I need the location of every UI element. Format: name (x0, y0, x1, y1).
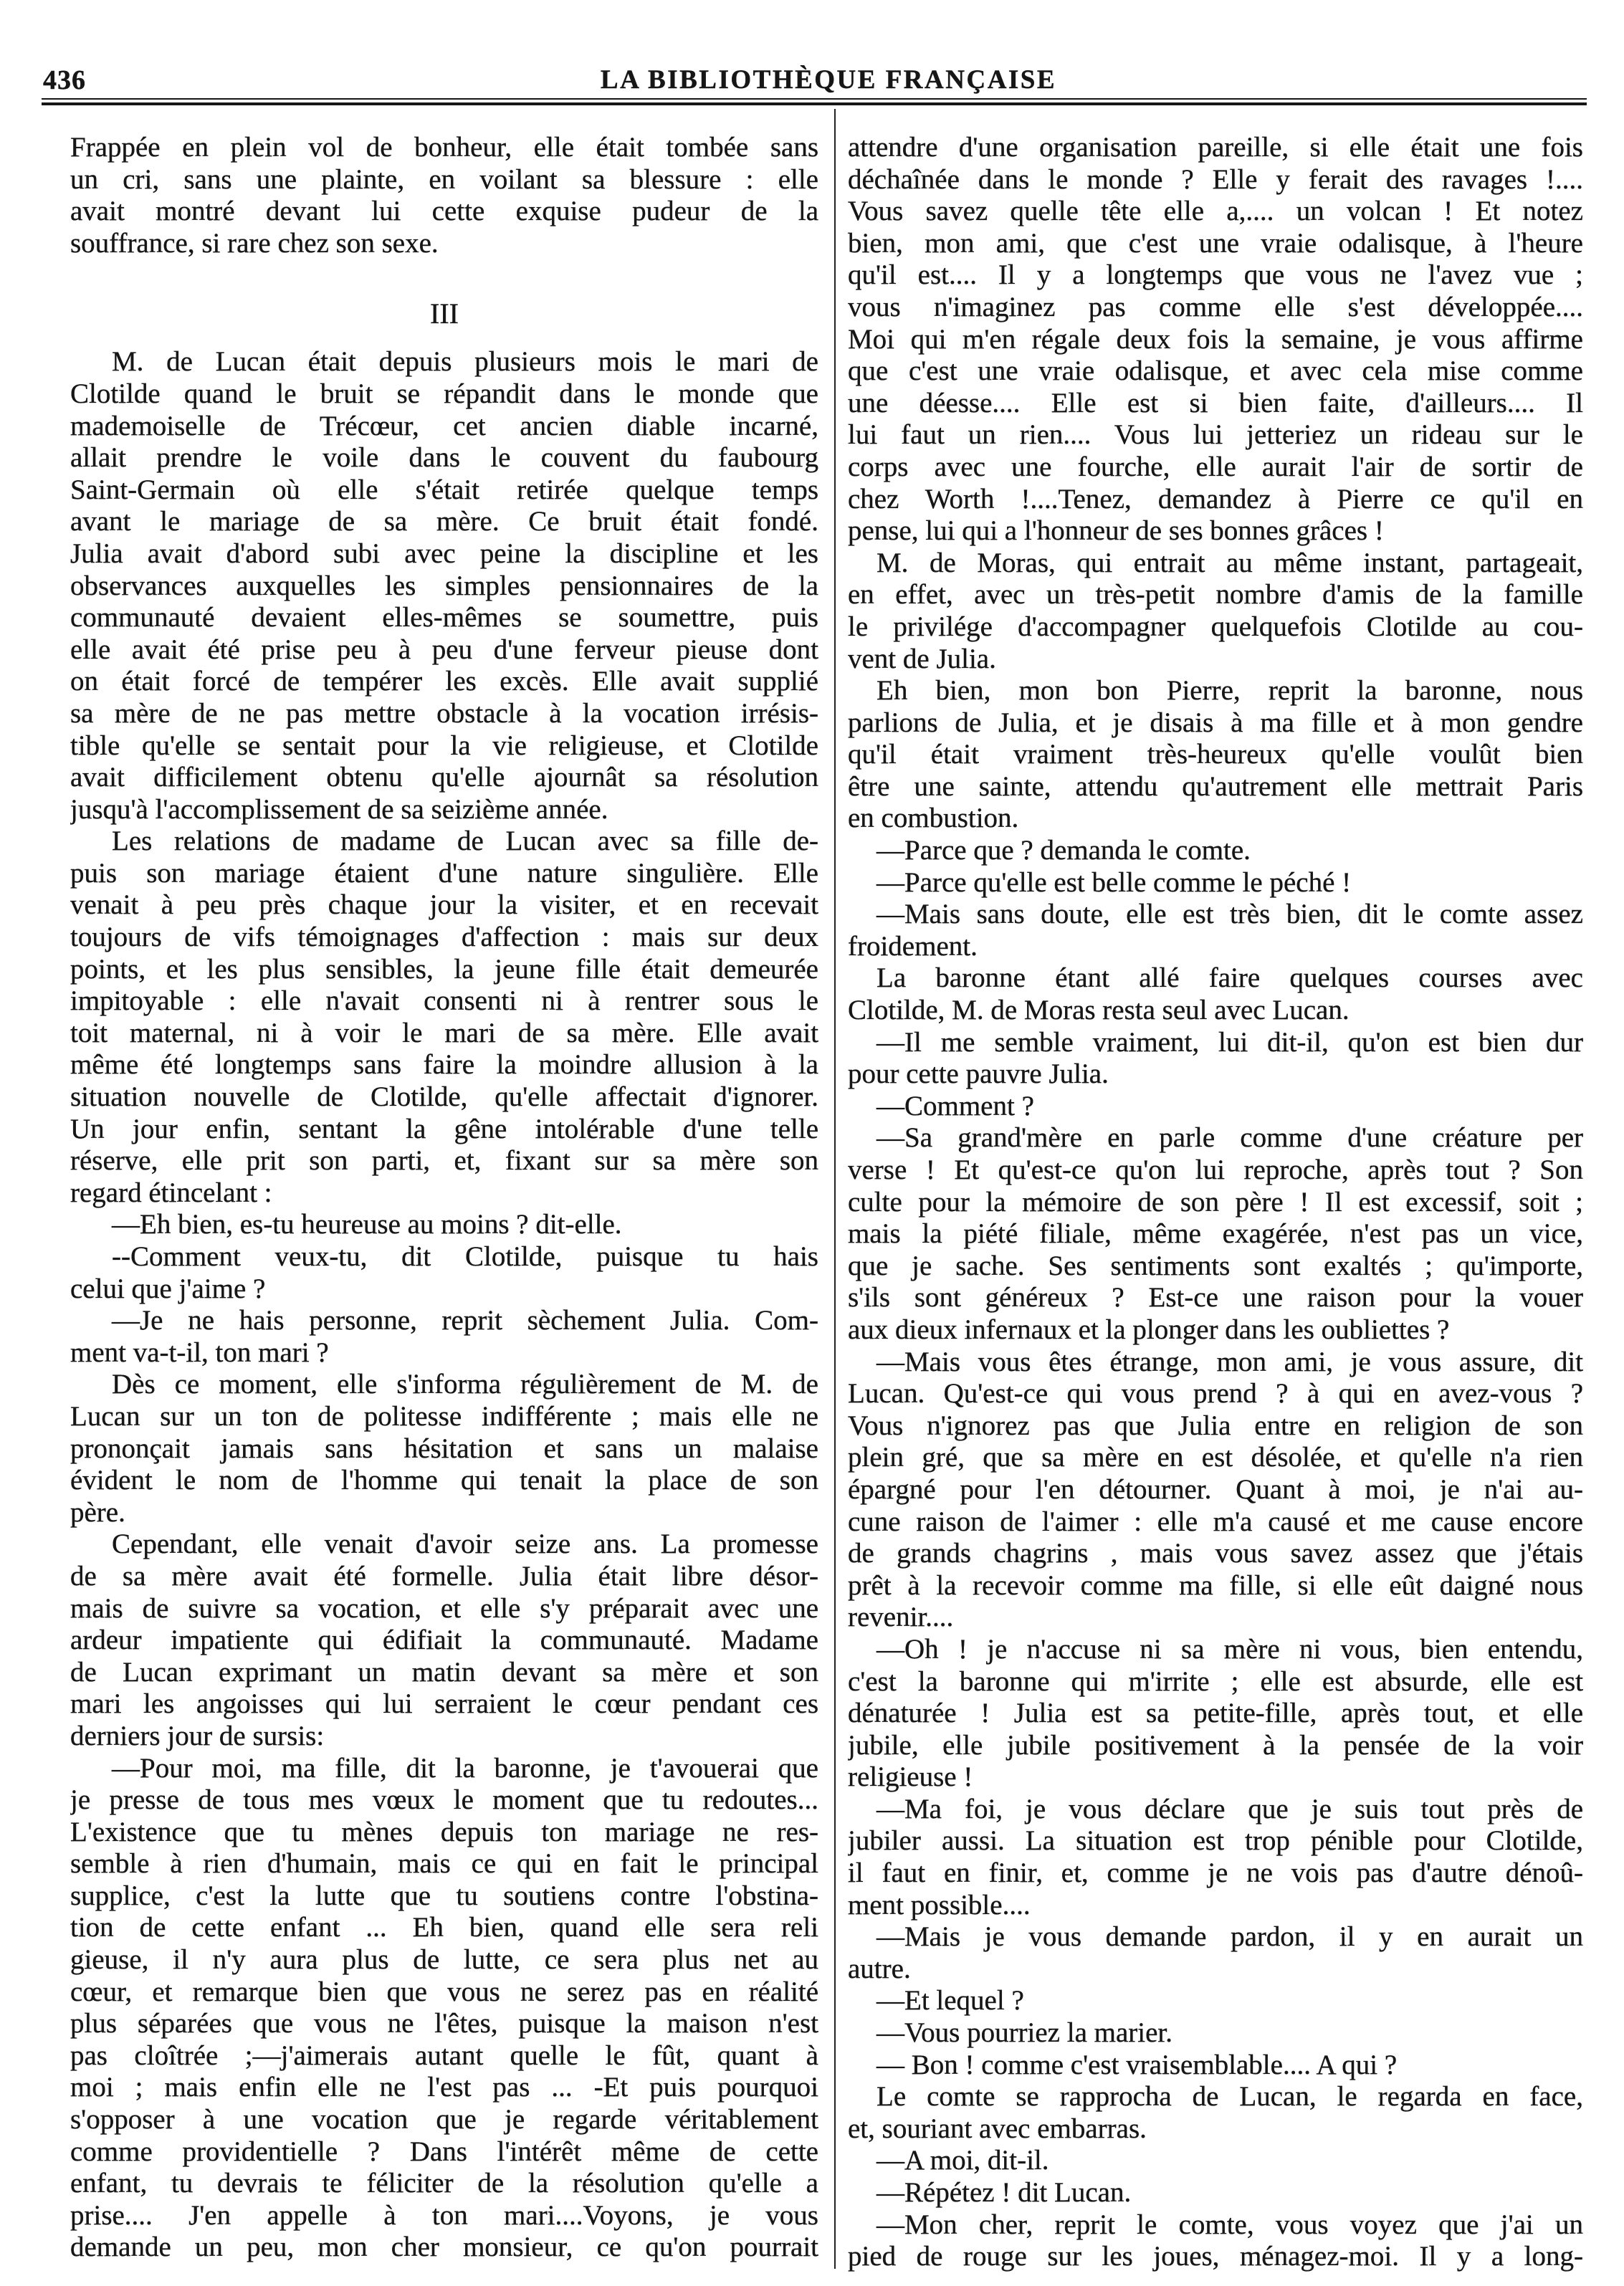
text-line: M. de Lucan était depuis plusieurs mois le mari de (112, 346, 818, 378)
left-column-body-text (70, 346, 818, 2264)
text-line: je presse de tous mes vœux le moment que tu redoutes... (70, 1784, 818, 1816)
paragraph (848, 675, 1583, 835)
text-line: en effet, avec un très-petit nombre d'amis de la famille (848, 579, 1583, 611)
text-line: situation nouvelle de Clotilde, qu'elle affectait d'ignorer. (70, 1081, 818, 1113)
text-line: Un jour enfin, sentant la gêne intolérable d'une telle (70, 1113, 818, 1144)
paragraph (848, 2081, 1583, 2145)
paragraph (70, 1209, 818, 1241)
text-line: gieuse, il n'y aura plus de lutte, ce sera plus net au (70, 1944, 818, 1976)
text-line: L'existence que tu mènes depuis ton mariage ne res- (70, 1816, 818, 1847)
text-line: avait difficilement obtenu qu'elle ajournât sa résolution (70, 762, 818, 793)
text-line: —Il me semble vraiment, lui dit-il, qu'on est bien dur (877, 1026, 1583, 1058)
text-line: puis son mariage étaient d'une nature singulière. Elle (70, 857, 818, 889)
text-line: —Oh ! je n'accuse ni sa mère ni vous, bien entendu, (877, 1633, 1583, 1665)
section-heading: III (430, 297, 459, 330)
text-line: cœur, et remarque bien que vous ne serez pas en réalité (70, 1976, 818, 2007)
text-line: —Vous pourriez la marier. (877, 2017, 1173, 2049)
text-line: prêt à la recevoir comme ma fille, si elle eût daigné nous (848, 1569, 1583, 1601)
text-line: Le comte se rapprocha de Lucan, le regarda en face, (877, 2081, 1583, 2113)
text-line: il faut en finir, et, comme je ne vois pas d'autre dénoû- (848, 1857, 1583, 1889)
text-line: de grands chagrins , mais vous savez assez que j'étais (848, 1538, 1583, 1569)
text-line: de sa mère avait été formelle. Julia était libre désor- (70, 1560, 818, 1592)
text-line: s'ils sont généreux ? Est-ce une raison pour la vouer (848, 1282, 1583, 1314)
text-line: —Parce que ? demanda le comte. (877, 835, 1251, 866)
text-line: revenir.... (848, 1602, 954, 1633)
text-line: vous n'imaginez pas comme elle s'est développée.... (848, 291, 1583, 322)
text-line: supplice, c'est la lutte que tu soutiens contre l'obstina- (70, 1880, 818, 1911)
text-line: tible qu'elle se sentait pour la vie religieuse, et Clotilde (70, 730, 818, 761)
text-line: qu'il était vraiment très-heureux qu'elle voulût bien (848, 739, 1583, 770)
text-line: —Parce qu'elle est belle comme le péché ! (877, 866, 1352, 898)
text-line: derniers jour de sursis: (70, 1720, 325, 1751)
text-line: que je sache. Ses sentiments sont exaltés ; qu'importe, (848, 1250, 1583, 1281)
text-line: Frappée en plein vol de bonheur, elle était tombée sans (70, 132, 818, 163)
text-line: —Mais vous êtes étrange, mon ami, je vous assure, dit (877, 1346, 1583, 1377)
column-divider (834, 109, 836, 2269)
text-line: autre. (848, 1953, 911, 1984)
text-line: demande un peu, mon cher monsieur, ce qu'on pourrait (70, 2232, 818, 2263)
text-line: jubile, elle jubile positivement à la pensée de la voir (848, 1729, 1583, 1761)
paragraph (848, 835, 1583, 867)
text-line: épargné pour l'en détourner. Quant à moi, je n'ai au- (848, 1473, 1583, 1505)
text-line: mais la piété filiale, même exagérée, n'est pas un vice, (848, 1218, 1583, 1250)
text-line: observances auxquelles les simples pensionnaires de la (70, 570, 818, 601)
paragraph (848, 1027, 1583, 1091)
text-line: ment va-t-il, ton mari ? (70, 1336, 329, 1368)
text-line: le privilége d'accompagner quelquefois Clotilde au cou- (848, 611, 1583, 642)
text-line: Moi qui m'en régale deux fois la semaine, je vous affirme (848, 323, 1583, 355)
text-line: impitoyable : elle n'avait consenti ni à rentrer sous le (70, 985, 818, 1017)
text-line: —Je ne hais personne, reprit sèchement Julia. Com- (112, 1305, 818, 1336)
text-line: —Sa grand'mère en parle comme d'une créature per (877, 1122, 1583, 1154)
paragraph (848, 132, 1583, 547)
text-line: cune raison de l'aimer : elle m'a causé et me cause encore (848, 1506, 1583, 1537)
text-line: Eh bien, mon bon Pierre, reprit la baronne, nous (877, 675, 1583, 707)
text-line: qu'il est.... Il y a longtemps que vous ne l'avez vue ; (848, 259, 1583, 291)
paragraph (70, 1305, 818, 1369)
text-line: une déesse.... Elle est si bien faite, d'ailleurs.... Il (848, 387, 1583, 419)
text-line: chez Worth !....Tenez, demandez à Pierre ce qu'il en (848, 483, 1583, 515)
text-line: Clotilde, M. de Moras resta seul avec Lucan. (848, 995, 1350, 1026)
text-line: —Répétez ! dit Lucan. (877, 2177, 1132, 2208)
paragraph (70, 1529, 818, 1752)
text-line: Les relations de madame de Lucan avec sa fille de- (112, 826, 818, 857)
text-line: mademoiselle de Trécœur, cet ancien diable incarné, (70, 410, 818, 441)
paragraph (848, 1794, 1583, 1921)
text-line: —Eh bien, es-tu heureuse au moins ? dit-elle. (112, 1209, 622, 1240)
paragraph (848, 2050, 1583, 2082)
text-line: communauté devaient elles-mêmes se soumettre, puis (70, 602, 818, 633)
text-line: froidement. (848, 930, 978, 962)
text-line: Vous savez quelle tête elle a,.... un volcan ! Et notez (848, 196, 1583, 227)
text-line: verse ! Et qu'est-ce qu'on lui reproche, après tout ? Son (848, 1154, 1583, 1185)
paragraph (848, 1985, 1583, 2017)
text-line: attendre d'une organisation pareille, si elle était une fois (848, 132, 1583, 163)
text-line: père. (70, 1496, 125, 1528)
text-line: —Comment ? (877, 1090, 1034, 1122)
text-line: en combustion. (848, 803, 1019, 834)
paragraph (848, 1634, 1583, 1794)
running-header (0, 60, 1624, 100)
text-line: semble à rien d'humain, mais ce qui en fait le principal (70, 1848, 818, 1880)
text-line: c'est la baronne qui m'irrite ; elle est absurde, elle est (848, 1665, 1583, 1697)
text-line: Dès ce moment, elle s'informa régulièrement de M. de (112, 1369, 818, 1400)
text-line: réserve, elle prit son parti, et, fixant sur sa mère son (70, 1145, 818, 1177)
text-line: plein gré, que sa mère en est désolée, et qu'elle n'a rien (848, 1442, 1583, 1473)
paragraph (848, 962, 1583, 1026)
text-line: être une sainte, attendu qu'autrement elle mettrait Paris (848, 770, 1583, 802)
paragraph (848, 1091, 1583, 1123)
text-line: Cependant, elle venait d'avoir seize ans. La promesse (112, 1529, 818, 1560)
paragraph (848, 1921, 1583, 1985)
text-line: culte pour la mémoire de son père ! Il est excessif, soit ; (848, 1186, 1583, 1218)
paragraph (70, 1369, 818, 1529)
text-line: lui faut un rien.... Vous lui jetteriez un rideau sur le (848, 419, 1583, 451)
page-number: 436 (43, 65, 86, 95)
paragraph (848, 2145, 1583, 2177)
text-line: La baronne étant allé faire quelques courses avec (877, 962, 1583, 994)
text-line: prononçait jamais sans hésitation et sans un malaise (70, 1433, 818, 1464)
text-line: toujours de vifs témoignages d'affection : mais sur deux (70, 922, 818, 953)
text-line: regard étincelant : (70, 1177, 272, 1208)
paragraph (848, 1347, 1583, 1634)
text-line: bien, mon ami, que c'est une vraie odalisque, à l'heure (848, 227, 1583, 259)
paragraph (848, 2017, 1583, 2050)
text-line: évident le nom de l'homme qui tenait la place de son (70, 1465, 818, 1496)
text-line: jubiler aussi. La situation est trop pénible pour Clotilde, (848, 1825, 1583, 1857)
text-line: s'opposer à une vocation que je regarde véritablement (70, 2104, 818, 2136)
paragraph (70, 826, 818, 1209)
text-line: elle avait été prise peu à peu d'une ferveur pieuse dont (70, 633, 818, 665)
text-line: moi ; mais enfin elle ne l'est pas ... -Et puis pourquoi (70, 2072, 818, 2103)
text-line: avait montré devant lui cette exquise pudeur de la (70, 196, 818, 227)
text-line: Julia avait d'abord subi avec peine la discipline et les (70, 537, 818, 569)
text-line: celui que j'aime ? (70, 1273, 266, 1304)
text-line: corps avec une fourche, elle aurait l'air de sortir de (848, 451, 1583, 482)
text-line: enfant, tu devrais te féliciter de la résolution qu'elle a (70, 2168, 818, 2199)
text-line: Lucan. Qu'est-ce qui vous prend ? à qui en avez-vous ? (848, 1378, 1583, 1410)
paragraph (70, 1753, 818, 2265)
text-line: --Comment veux-tu, dit Clotilde, puisque tu hais (112, 1241, 818, 1272)
text-line: comme providentielle ? Dans l'intérêt même de cette (70, 2136, 818, 2167)
text-line: —Mais sans doute, elle est très bien, dit le comte assez (877, 899, 1583, 930)
header-rule (42, 98, 1587, 105)
text-line: jusqu'à l'accomplissement de sa seizième année. (70, 793, 608, 825)
text-line: — Bon ! comme c'est vraisemblable.... A qui ? (877, 2049, 1398, 2080)
text-line: plus séparées que vous ne l'êtes, puisque la maison n'est (70, 2008, 818, 2039)
text-line: pied de rouge sur les joues, ménagez-moi. Il y a long- (848, 2241, 1583, 2272)
text-line: déchaînée dans le monde ? Elle y ferait des ravages !.... (848, 163, 1583, 195)
text-line: même été longtemps sans faire la moindre allusion à la (70, 1049, 818, 1081)
text-line: que c'est une vraie odalisque, et avec cela mise comme (848, 355, 1583, 387)
text-line: toit maternal, ni à voir le mari de sa mère. Elle avait (70, 1017, 818, 1048)
right-column (848, 132, 1583, 2273)
text-line: avant le mariage de sa mère. Ce bruit était fondé. (70, 506, 818, 537)
paragraph (848, 2209, 1583, 2273)
paragraph (70, 132, 818, 259)
text-line: parlions de Julia, et je disais à ma fille et à mon gendre (848, 707, 1583, 738)
text-line: points, et les plus sensibles, la jeune fille était demeurée (70, 953, 818, 985)
paragraph (848, 867, 1583, 899)
paragraph (848, 899, 1583, 962)
paragraph (70, 346, 818, 826)
text-line: —Et lequel ? (877, 1985, 1024, 2017)
text-line: allait prendre le voile dans le couvent du faubourg (70, 442, 818, 474)
paragraph (848, 1122, 1583, 1346)
text-line: Lucan sur un ton de politesse indifférente ; mais elle ne (70, 1400, 818, 1432)
text-line: —Ma foi, je vous déclare que je suis tout près de (877, 1793, 1583, 1825)
text-line: M. de Moras, qui entrait au même instant, partageait, (877, 547, 1583, 578)
text-line: on était forcé de tempérer les excès. Elle avait supplié (70, 666, 818, 697)
left-column (70, 132, 818, 2264)
text-line: —Pour moi, ma fille, dit la baronne, je t'avouerai que (112, 1752, 818, 1784)
text-line: vent de Julia. (848, 643, 996, 674)
text-line: tion de cette enfant ... Eh bien, quand elle sera reli (70, 1912, 818, 1943)
text-line: religieuse ! (848, 1761, 973, 1793)
text-line: de Lucan exprimant un matin devant sa mère et son (70, 1656, 818, 1688)
text-line: aux dieux infernaux et la plonger dans les oubliettes ? (848, 1314, 1450, 1345)
text-line: —Mais je vous demande pardon, il y en aurait un (877, 1921, 1583, 1953)
text-line: mari les angoisses qui lui serraient le cœur pendant ces (70, 1688, 818, 1720)
text-line: ardeur impatiente qui édifiait la communauté. Madame (70, 1625, 818, 1656)
right-column-body-text (848, 132, 1583, 2273)
paragraph (848, 2177, 1583, 2209)
text-line: mais de suivre sa vocation, et elle s'y préparait avec une (70, 1592, 818, 1624)
text-line: pense, lui qui a l'honneur de ses bonnes grâces ! (848, 515, 1384, 547)
text-line: sa mère de ne pas mettre obstacle à la vocation irrésis- (70, 697, 818, 729)
text-line: Vous n'ignorez pas que Julia entre en religion de son (848, 1410, 1583, 1441)
text-line: un cri, sans une plainte, en voilant sa blessure : elle (70, 163, 818, 195)
running-title: LA BIBLIOTHÈQUE FRANÇAISE (600, 65, 1057, 95)
left-column-opening-text (70, 132, 818, 259)
text-line: et, souriant avec embarras. (848, 2113, 1147, 2144)
text-line: dénaturée ! Julia est sa petite-fille, après tout, et elle (848, 1698, 1583, 1729)
text-line: ment possible.... (848, 1889, 1031, 1921)
text-line: pour cette pauvre Julia. (848, 1058, 1109, 1090)
text-line: —A moi, dit-il. (877, 2145, 1049, 2176)
paragraph (848, 547, 1583, 675)
text-line: pas cloîtrée ;—j'aimerais autant quelle le fût, quant à (70, 2039, 818, 2071)
text-line: —Mon cher, reprit le comte, vous voyez que j'ai un (877, 2209, 1583, 2240)
paragraph (70, 1241, 818, 1305)
text-line: prise.... J'en appelle à ton mari....Voyons, je vous (70, 2199, 818, 2231)
text-line: venait à peu près chaque jour la visiter, et en recevait (70, 889, 818, 921)
text-line: souffrance, si rare chez son sexe. (70, 227, 439, 259)
text-line: Clotilde quand le bruit se répandit dans le monde que (70, 378, 818, 409)
text-line: Saint-Germain où elle s'était retirée quelque temps (70, 474, 818, 505)
